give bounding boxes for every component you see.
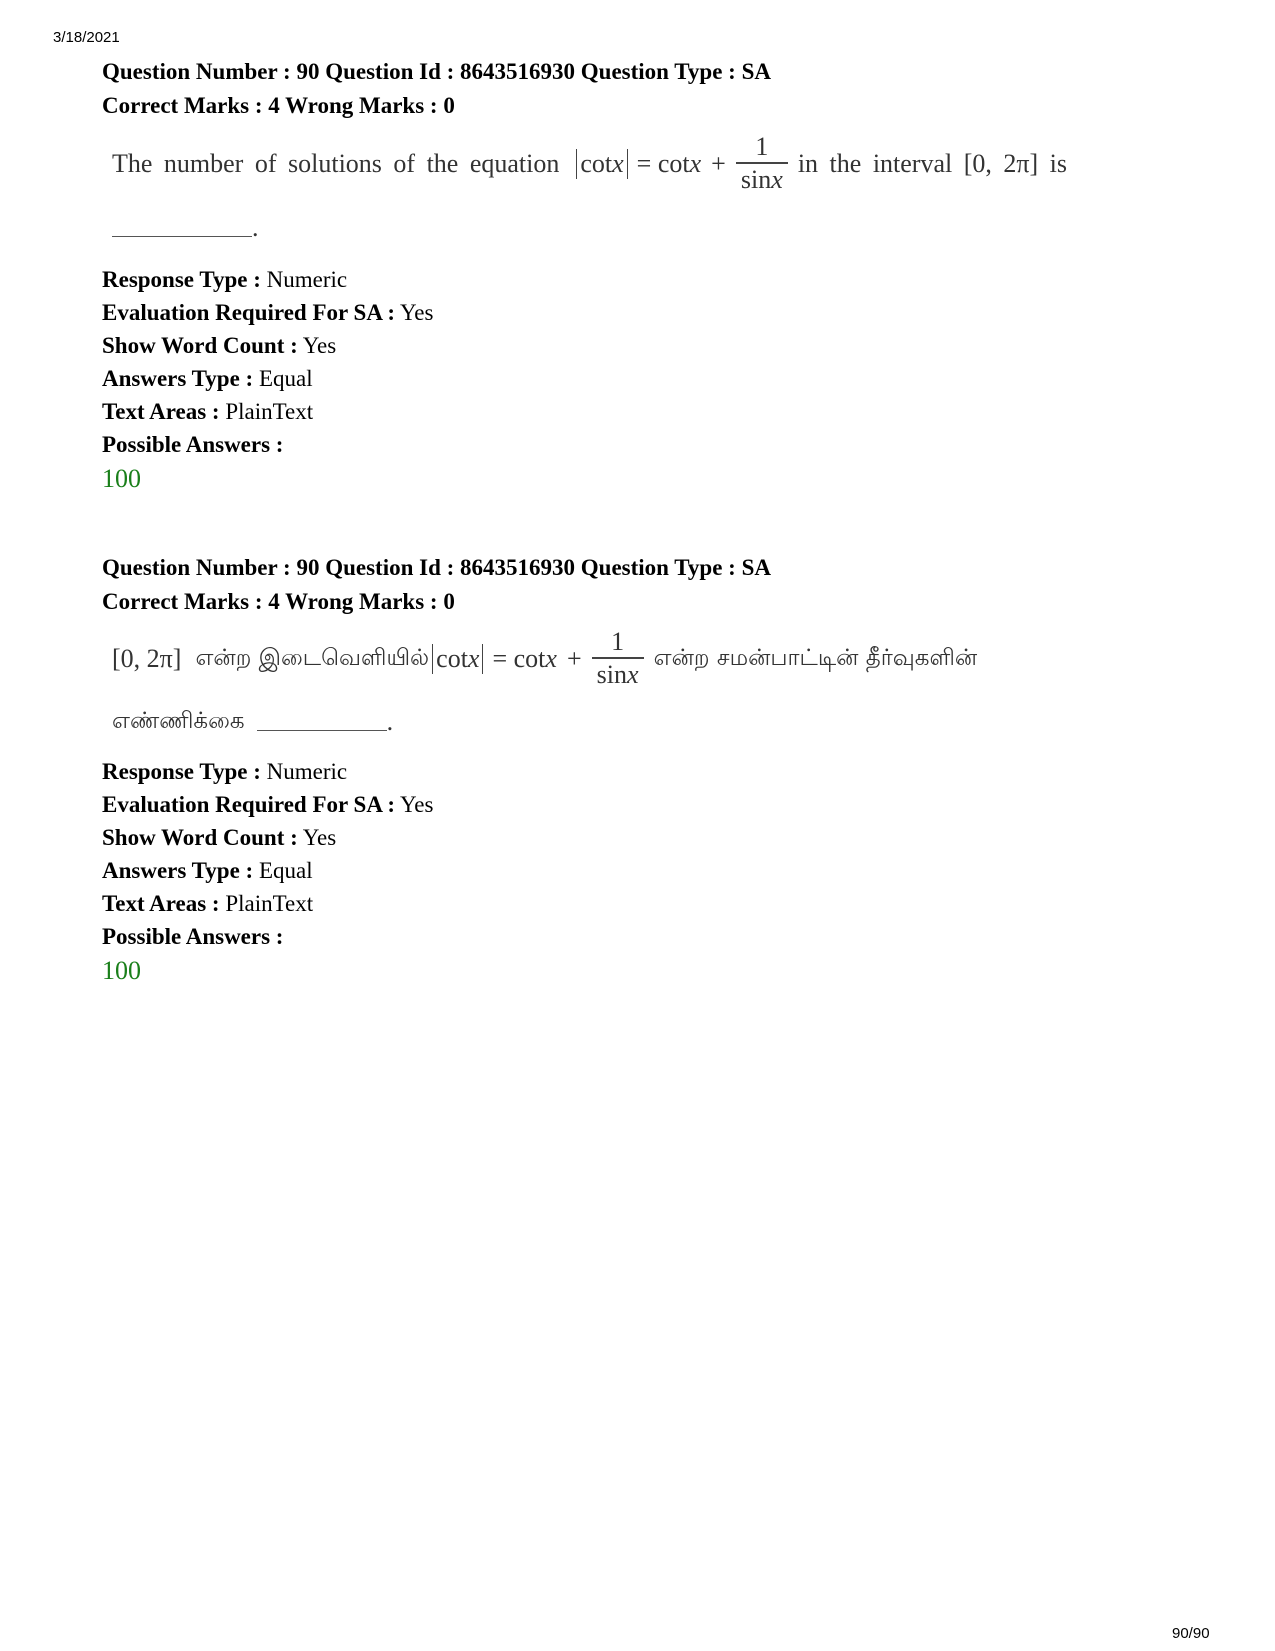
tamil-text-c: எண்ணிக்கை: [112, 708, 245, 734]
math-fraction: $\frac{1}{\sin x}$: [592, 627, 644, 691]
meta-response-type: Response Type : Numeric: [102, 759, 348, 784]
question-header: Question Number : 90 Question Id : 8643516930 Question Type : SA: [102, 59, 771, 84]
meta-show-word-count: Show Word Count : Yes: [102, 825, 337, 850]
question-block-english: [102, 55, 1192, 497]
possible-answer-value: 100: [102, 956, 141, 985]
meta-evaluation-required: Evaluation Required For SA : Yes: [102, 300, 434, 325]
fraction-denominator: sin: [740, 164, 772, 194]
meta-text-areas: Text Areas : PlainText: [102, 891, 314, 916]
meta-evaluation-required: Evaluation Required For SA : Yes: [102, 792, 434, 817]
math-equals-cot: = cot: [636, 149, 690, 178]
math-plus: +: [711, 149, 726, 178]
question-text-pre: The number of solutions of the equation: [112, 149, 560, 178]
interval-text: [0, 2π]: [112, 644, 182, 673]
math-fraction: $\frac{1}{\sin x}$: [736, 132, 788, 196]
math-plus: +: [566, 644, 582, 673]
fraction-numerator: 1: [755, 132, 769, 162]
question-text-post: in the interval [0, 2π] is: [797, 149, 1068, 178]
meta-possible-answers: Possible Answers :: [102, 924, 284, 949]
question-text: The number of solutions of the equation cot x = cot x + $\frac{1}{\sin x}$ in the interval [0, 2π] is .: [112, 132, 1068, 242]
fraction-numerator: 1: [611, 627, 625, 657]
math-equals-cot: = cot: [492, 644, 546, 673]
tamil-text-a: என்ற இடைவெளியில்: [195, 644, 430, 671]
meta-possible-answers: Possible Answers :: [102, 432, 284, 457]
question-block-tamil: [102, 551, 1192, 989]
meta-response-type: Response Type : Numeric: [102, 267, 348, 292]
meta-show-word-count: Show Word Count : Yes: [102, 333, 337, 358]
question-marks: Correct Marks : 4 Wrong Marks : 0: [102, 589, 455, 614]
answer-blank: [257, 730, 387, 731]
math-abs-cot: cot: [580, 149, 613, 178]
tamil-text-b: என்ற சமன்பாட்டின் தீர்வுகளின்: [653, 644, 978, 671]
question-text: [0, 2π] என்ற இடைவெளியில் cot x = cot x + $\frac{1}{\sin x}$ என்ற சமன்பாட்டின் தீர்வுகளின் எண்ணிக்கை .: [112, 627, 978, 736]
meta-answers-type: Answers Type : Equal: [102, 858, 313, 883]
math-abs-cot: cot: [436, 644, 468, 673]
answer-blank: [112, 236, 252, 237]
question-marks: Correct Marks : 4 Wrong Marks : 0: [102, 93, 455, 118]
page-number: 90/90: [1172, 1625, 1210, 1642]
question-header: Question Number : 90 Question Id : 8643516930 Question Type : SA: [102, 555, 771, 580]
fraction-denominator: sin: [596, 659, 628, 689]
possible-answer-value: 100: [102, 464, 141, 493]
blank-period: .: [252, 213, 259, 242]
blank-period: .: [386, 707, 394, 736]
meta-text-areas: Text Areas : PlainText: [102, 399, 314, 424]
page-date: 3/18/2021: [53, 29, 120, 46]
meta-answers-type: Answers Type : Equal: [102, 366, 313, 391]
